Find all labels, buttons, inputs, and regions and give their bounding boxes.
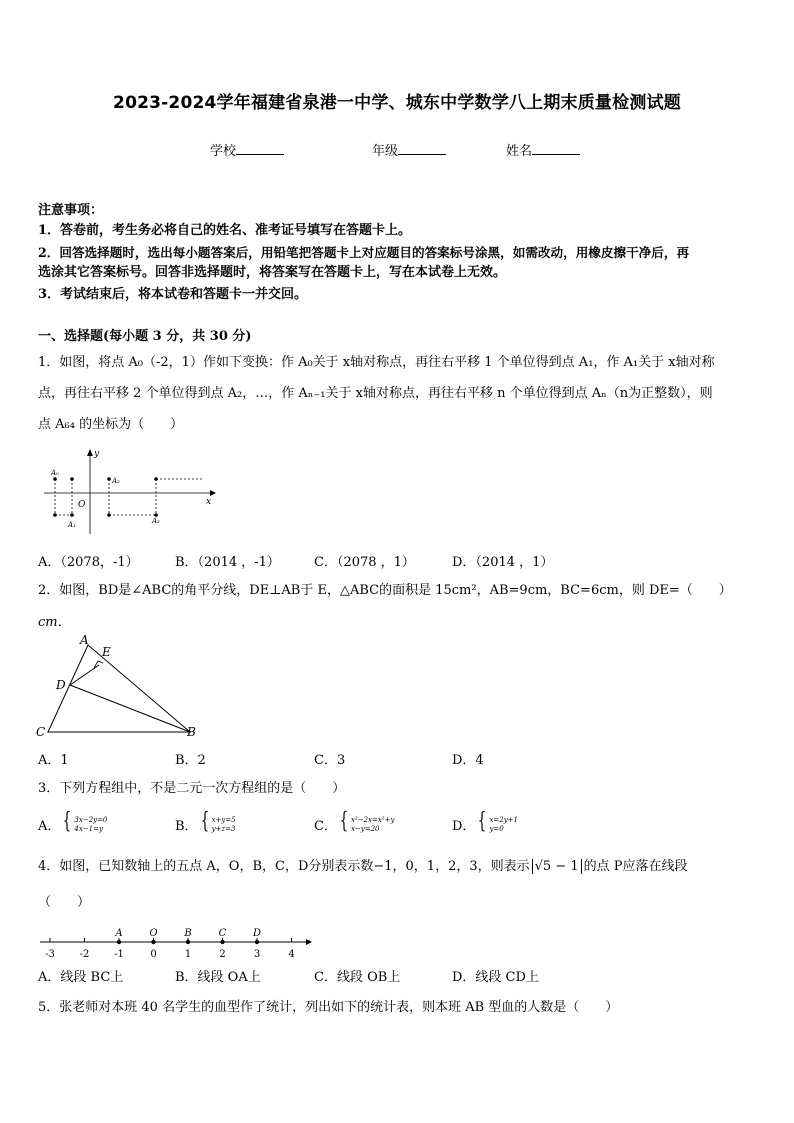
tick-label: 2 [219, 949, 226, 960]
q2-option-d[interactable]: D．4 [452, 753, 484, 768]
point-c [220, 940, 224, 944]
note-3: 3．考试结束后，将本试卷和答题卡一并交回。 [38, 287, 308, 302]
tick-label: 4 [288, 949, 295, 960]
tick-label: 0 [150, 949, 157, 960]
q2-option-a[interactable]: A．1 [38, 753, 69, 768]
bisector-bd [70, 685, 190, 732]
q3-option-a-label: A． [38, 819, 61, 834]
point-b [186, 940, 190, 944]
q1-option-a[interactable]: A．（2078，-1） [38, 555, 139, 570]
q2-line-2: cm． [38, 615, 71, 630]
point-d [255, 940, 259, 944]
q3-option-c[interactable]: C． { x²−2x=x²+y x−y=20 [314, 809, 395, 834]
grade-label: 年级 [372, 144, 399, 159]
q1-option-d[interactable]: D．（2014 ，1） [452, 555, 554, 570]
y-label: y [94, 449, 100, 459]
point-a2 [107, 477, 111, 481]
school-field [210, 140, 284, 159]
y-arrow [87, 449, 93, 456]
q3-a-eq2: 4x−1=y [74, 824, 103, 833]
q2-option-b[interactable]: B．2 [175, 753, 206, 768]
school-label: 学校 [210, 144, 237, 159]
label-a: A [80, 633, 89, 647]
point-label: A [115, 928, 123, 939]
origin-label: O [78, 500, 86, 510]
name-blank [532, 142, 580, 155]
q1-figure [38, 446, 218, 538]
q3-d-eq1: x=2y+1 [489, 815, 518, 824]
a2-label: A₂ [112, 477, 120, 485]
point-a1 [70, 513, 74, 517]
q3-option-b-label: B． [175, 819, 198, 834]
point-label: O [149, 928, 158, 939]
note-2b: 选涂其它答案标号。回答非选择题时，将答案写在答题卡上，写在本试卷上无效。 [38, 265, 507, 280]
notes-heading: 注意事项： [38, 203, 104, 218]
q1-line-1: 1．如图，将点 A₀（-2，1）作如下变换：作 A₀关于 x轴对称点，再往右平移 1 个单位得到点 A₁，作 A₁关于 x轴对称 [38, 355, 715, 370]
point-label: B [184, 928, 192, 939]
q2-line-1: 2．如图，BD是∠ABC的角平分线，DE⊥AB于 E，△ABC的面积是 15cm²，AB=9cm，BC=6cm，则 DE=（ ） [38, 583, 732, 598]
q1-line-3: 点 A₆₄ 的坐标为（ ） [38, 417, 184, 432]
q3-c-eq2: x−y=20 [350, 824, 380, 833]
q3-option-a[interactable]: A． { 3x−2y=0 4x−1=y [38, 809, 108, 834]
point-o [151, 940, 155, 944]
triangle-abc [48, 645, 190, 732]
q4-line-1b: 的点 P应落在线段 [583, 859, 688, 874]
page-title: 2023-2024学年福建省泉港一中学、城东中学数学八上期末质量检测试题 [113, 93, 681, 113]
point-label: C [218, 928, 227, 939]
name-label: 姓名 [506, 144, 533, 159]
q4-line-1 [38, 857, 688, 877]
q3-option-d-label: D． [452, 819, 476, 834]
q3-c-eq1: x²−2x=x²+y [350, 815, 395, 824]
q3-stem: 3．下列方程组中，不是二元一次方程组的是（ ） [38, 781, 346, 796]
name-field [506, 140, 580, 159]
q3-b-eq2: y+z=3 [211, 824, 236, 833]
label-b: B [187, 725, 196, 739]
point-label: D [252, 928, 262, 939]
q3-option-d[interactable]: D． { x=2y+1 y=0 [452, 809, 518, 834]
label-c: C [36, 725, 46, 739]
grade-field [372, 140, 446, 159]
tick-label: 1 [184, 949, 192, 960]
q4-line-2: （ ） [38, 895, 91, 910]
point-a0 [53, 477, 57, 481]
q3-a-eq1: 3x−2y=0 [74, 815, 108, 824]
note-2a: 2．回答选择题时，选出每小题答案后，用铅笔把答题卡上对应题目的答案标号涂黑，如需改动，用橡皮擦干净后，再 [38, 245, 690, 260]
q1-line-2: 点，再往右平移 2 个单位得到点 A₂，…，作 Aₙ₋₁关于 x轴对称点，再往右平移 n 个单位得到点 Aₙ（n为正整数），则 [38, 386, 713, 401]
a3-label: A₃ [152, 517, 160, 525]
a0-label: A₀ [51, 469, 59, 477]
school-blank [236, 142, 284, 155]
label-e: E [102, 645, 111, 659]
q1-option-c[interactable]: C．（2078 ，1） [314, 555, 415, 570]
q1-option-b[interactable]: B．（2014 ，-1） [175, 555, 280, 570]
q2-option-c[interactable]: C．3 [314, 753, 346, 768]
q3-option-b[interactable]: B． { x+y=5 y+z=3 [175, 809, 236, 834]
q4-option-c[interactable]: C．线段 OB上 [314, 970, 401, 985]
axis-arrow [306, 939, 312, 945]
q3-d-eq2: y=0 [489, 824, 504, 833]
q3-option-c-label: C． [314, 819, 337, 834]
section-heading: 一、选择题(每小题 3 分，共 30 分) [38, 329, 252, 344]
q4-line-1a: 4．如图，已知数轴上的五点 A，O，B，C，D分别表示数−1，0，1，2，3，则表示 [38, 859, 530, 874]
tick-label: -2 [79, 949, 90, 960]
q5-stem: 5．张老师对本班 40 名学生的血型作了统计，列出如下的统计表，则本班 AB 型血的人数是（ ） [38, 1000, 619, 1015]
tick-label: -1 [114, 949, 124, 960]
note-1: 1．答卷前，考生务必将自己的姓名、准考证号填写在答题卡上。 [38, 223, 412, 238]
q4-option-b[interactable]: B．线段 OA上 [175, 970, 261, 985]
grade-blank [398, 142, 446, 155]
q4-option-a[interactable]: A．线段 BC上 [38, 970, 124, 985]
x-label: x [206, 497, 212, 507]
tick-label: 3 [253, 949, 261, 960]
label-d: D [56, 678, 66, 692]
q4-abs-expr: √5 − 1 [532, 859, 582, 874]
q3-b-eq1: x+y=5 [211, 815, 236, 824]
tick-label: -3 [45, 949, 55, 960]
q4-option-d[interactable]: D．线段 CD上 [452, 970, 539, 985]
x-arrow [210, 490, 216, 496]
q2-figure [30, 632, 210, 742]
a1-label: A₁ [68, 521, 76, 529]
point-a [117, 940, 121, 944]
q4-number-line [38, 924, 318, 962]
